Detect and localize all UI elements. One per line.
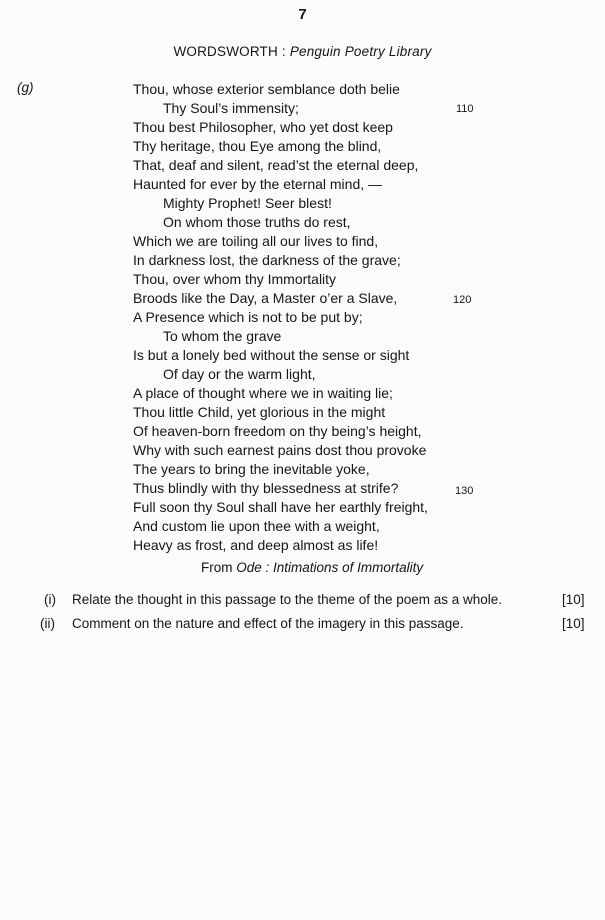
poem-line: Of day or the warm light,	[163, 366, 316, 382]
line-number: 120	[453, 294, 472, 306]
poem-line: In darkness lost, the darkness of the grave;	[133, 252, 401, 268]
poem-line: To whom the grave	[163, 328, 282, 344]
poem-line: A Presence which is not to be put by;	[133, 309, 363, 325]
poem-line: Thy heritage, thou Eye among the blind,	[133, 138, 382, 154]
poem-line: On whom those truths do rest,	[163, 214, 351, 230]
poem-line: Thou, over whom thy Immortality	[133, 271, 337, 287]
poem-line: A place of thought where we in waiting lie;	[133, 385, 393, 401]
line-number: 130	[455, 485, 474, 497]
poem-line: Of heaven-born freedom on thy being’s height,	[133, 423, 422, 439]
poem-line: Thou little Child, yet glorious in the might	[133, 404, 386, 420]
source-author: WORDSWORTH :	[173, 44, 286, 59]
page-number: 7	[298, 6, 307, 23]
poem-line: Heavy as frost, and deep almost as life!	[133, 537, 379, 553]
poem-line: Thou, whose exterior semblance doth belie	[133, 81, 400, 97]
source-title: Penguin Poetry Library	[289, 44, 432, 59]
poem-line: Haunted for ever by the eternal mind, —	[133, 176, 383, 192]
poem-line: Mighty Prophet! Seer blest!	[163, 195, 332, 211]
question-marks: [10]	[562, 616, 585, 631]
question-label: (g)	[17, 80, 34, 95]
attribution-title: Ode : Intimations of Immortality	[236, 560, 424, 575]
line-number: 110	[456, 103, 474, 115]
poem-line: Full soon thy Soul shall have her earthly freight,	[133, 499, 428, 515]
poem-line: Is but a lonely bed without the sense or sight	[133, 347, 410, 363]
poem-line: Why with such earnest pains dost thou provoke	[133, 442, 427, 458]
poem-line: Thus blindly with thy blessedness at strife?	[133, 480, 399, 496]
poem-line: Broods like the Day, a Master o’er a Slave,	[133, 290, 398, 306]
poem-line: And custom lie upon thee with a weight,	[133, 518, 380, 534]
source-header	[0, 44, 605, 59]
question-text: Relate the thought in this passage to the theme of the poem as a whole.	[72, 592, 503, 607]
poem-line: Thy Soul’s immensity;	[163, 100, 299, 116]
poem-attribution	[201, 560, 423, 575]
question-id: (ii)	[40, 616, 55, 631]
poem-line: Thou best Philosopher, who yet dost keep	[133, 119, 393, 135]
poem-line: That, deaf and silent, read’st the eternal deep,	[133, 157, 419, 173]
attribution-prefix: From	[201, 560, 233, 575]
poem-line: The years to bring the inevitable yoke,	[133, 461, 370, 477]
question-marks: [10]	[562, 592, 585, 607]
poem-line: Which we are toiling all our lives to find,	[133, 233, 379, 249]
question-id: (i)	[44, 592, 56, 607]
question-text: Comment on the nature and effect of the imagery in this passage.	[72, 616, 464, 631]
